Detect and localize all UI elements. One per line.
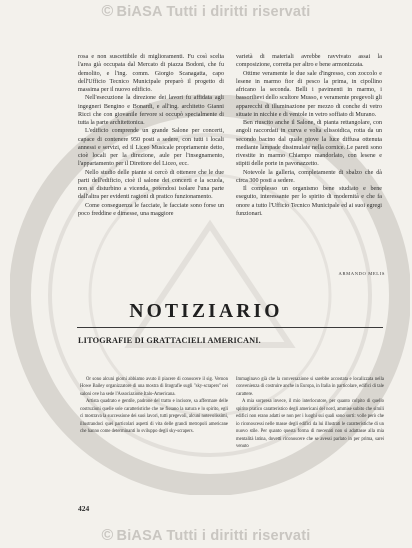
copyright-icon: © xyxy=(101,527,114,544)
article-paragraph: Ben riuscito anche il Salone, di pianta rettangolare, con angoli raccordati in curva e volta elissoidica, rotta da un secondo bacino dal quale piove la luce diffusa ottenuta mediante lampade dissimulate nella cornice. Le pareti sono rivestite in marmo Chiampo mandorlato, con lesene e stipiti delle porte in pavonazzetto. xyxy=(236,120,382,168)
watermark-bottom-text: BiASA Tutti i diritti riservati xyxy=(116,528,311,544)
news-right-column xyxy=(236,376,384,451)
article-right-column xyxy=(236,53,382,218)
news-paragraph: Artista quadrato e gentile, padrone del tratto e incisore, sa affermare delle costruzioni quelle sole caratteristiche che ne fissano la natura e lo spirito, egli ci mostrava la successione dei suoi lavori, tutti pregevoli, alcuni notevolissimi, illustrandoci quei particolari aspetti di vita delle grandi metropoli americane che hanno come determinanti lo sviluppo degli sky-scrapers. xyxy=(80,399,228,435)
news-paragraph: Or sono alcuni giorni abbiamo avuto il piacere di conoscere il sig. Vernon Howe Bailey organizzatore di una mostra di litografie sugli "sky-scrapers" nei saloni ove ha sede l'Associazione Italo-Americana. xyxy=(80,377,228,397)
news-paragraph: A mia sorpresa invece, il mio interlocutore, per quanto colpito di quello spirito pratico caratteristico degli americani del nord, ammise subito che simili edifici non erano adatti se non per i luoghi sui quali sono sorti: volle però che io riconoscessi nelle masse degli edifici da lui illustrati le caratteristiche di un nuovo stile. Per quanto questa forma di mecenati non si adattasse alla mia mentalità latina, dovetti riconoscere che se avessi parlato in per prima, sarei venuto xyxy=(236,399,384,450)
watermark-bottom xyxy=(0,526,412,546)
news-left-column xyxy=(80,376,228,436)
article-paragraph: Nello studio delle piante si cercò di ottenere che le due parti dell'edificio, cioè il salone dei concerti e la scuola, non si disturbino a vicenda, potendosi isolare l'una parte dall'altra per evidenti ragioni di pratico funzionamento. xyxy=(78,169,224,201)
article-paragraph: Come conseguenza le facciate, le facciate sono forse un poco freddine e dimesse, una maggiore xyxy=(78,202,224,217)
author-signature: ARMANDO MELIS xyxy=(338,271,385,276)
section-title: NOTIZIARIO xyxy=(129,301,283,322)
article-paragraph: varietà di materiali avrebbe ravvivato assai la composizione, corretta per altro e bene armonizzata. xyxy=(236,54,382,69)
article-paragraph: Ottime veramente le due sale d'ingresso, con zoccolo e lesene in marmo fior di pesco la prima, in cipollino africano la seconda. Belli i pavimenti in marmo, i bassorilievi dello scultore Musso, e veramente pregevoli gli apparecchi di illuminazione per mezzo di conche di vetro situate in nicchie e di ventole in vetro soffiato di Murano. xyxy=(236,70,382,118)
section-subtitle: LITOGRAFIE DI GRATTACIELI AMERICANI. xyxy=(78,336,261,345)
watermark-top xyxy=(0,2,412,22)
watermark-top-text: BiASA Tutti i diritti riservati xyxy=(116,4,311,20)
copyright-icon: © xyxy=(101,3,114,20)
news-paragraph: Immaginavo già che la conversazione si sarebbe accostata e localizzata nella convenienza di costruire anche in Europa, in Italia in particolare, edifici di tale carattere. xyxy=(236,377,384,397)
article-paragraph: rosa e non suscettibile di miglioramenti. Fu così scelta l'area già occupata dal Mercato di piazza Bodoni, che fu demolito, e l'ing. comm. Giorgio Scanagatta, capo dell'Ufficio Tecnico Municipale preparò il progetto di massima per il nuovo edificio. xyxy=(78,54,224,93)
article-paragraph: Il complesso un organismo bene studiato e bene eseguito, interessante per lo spirito di modernità e che fa onore a tutto l'Ufficio Tecnico Municipale ed ai suoi egregi funzionari. xyxy=(236,186,382,217)
article-paragraph: Notevole la galleria, completamente di sbalzo che dà circa 300 posti a sedere. xyxy=(236,169,382,184)
article-left-column xyxy=(78,53,224,218)
article-paragraph: L'edificio comprende un grande Salone per concerti, capace di contenere 950 posti a sedere, con tutti i locali annessi e servizi, ed il Liceo Musicale propriamente detto, cioè locali per la direzione, aule per l'insegnamento, l'appartamento per il Direttore del Liceo, ecc. xyxy=(78,128,224,168)
article-paragraph: Nell'esecuzione la direzione dei lavori fu affidata agli ingegneri Bengino e Bonardi, e all'ing. architetto Gianni Ricci che con giovanile fervore si occupò specialmente di tutta la parte architettonica. xyxy=(78,95,224,126)
section-divider xyxy=(77,327,383,328)
page-number: 424 xyxy=(78,504,90,513)
